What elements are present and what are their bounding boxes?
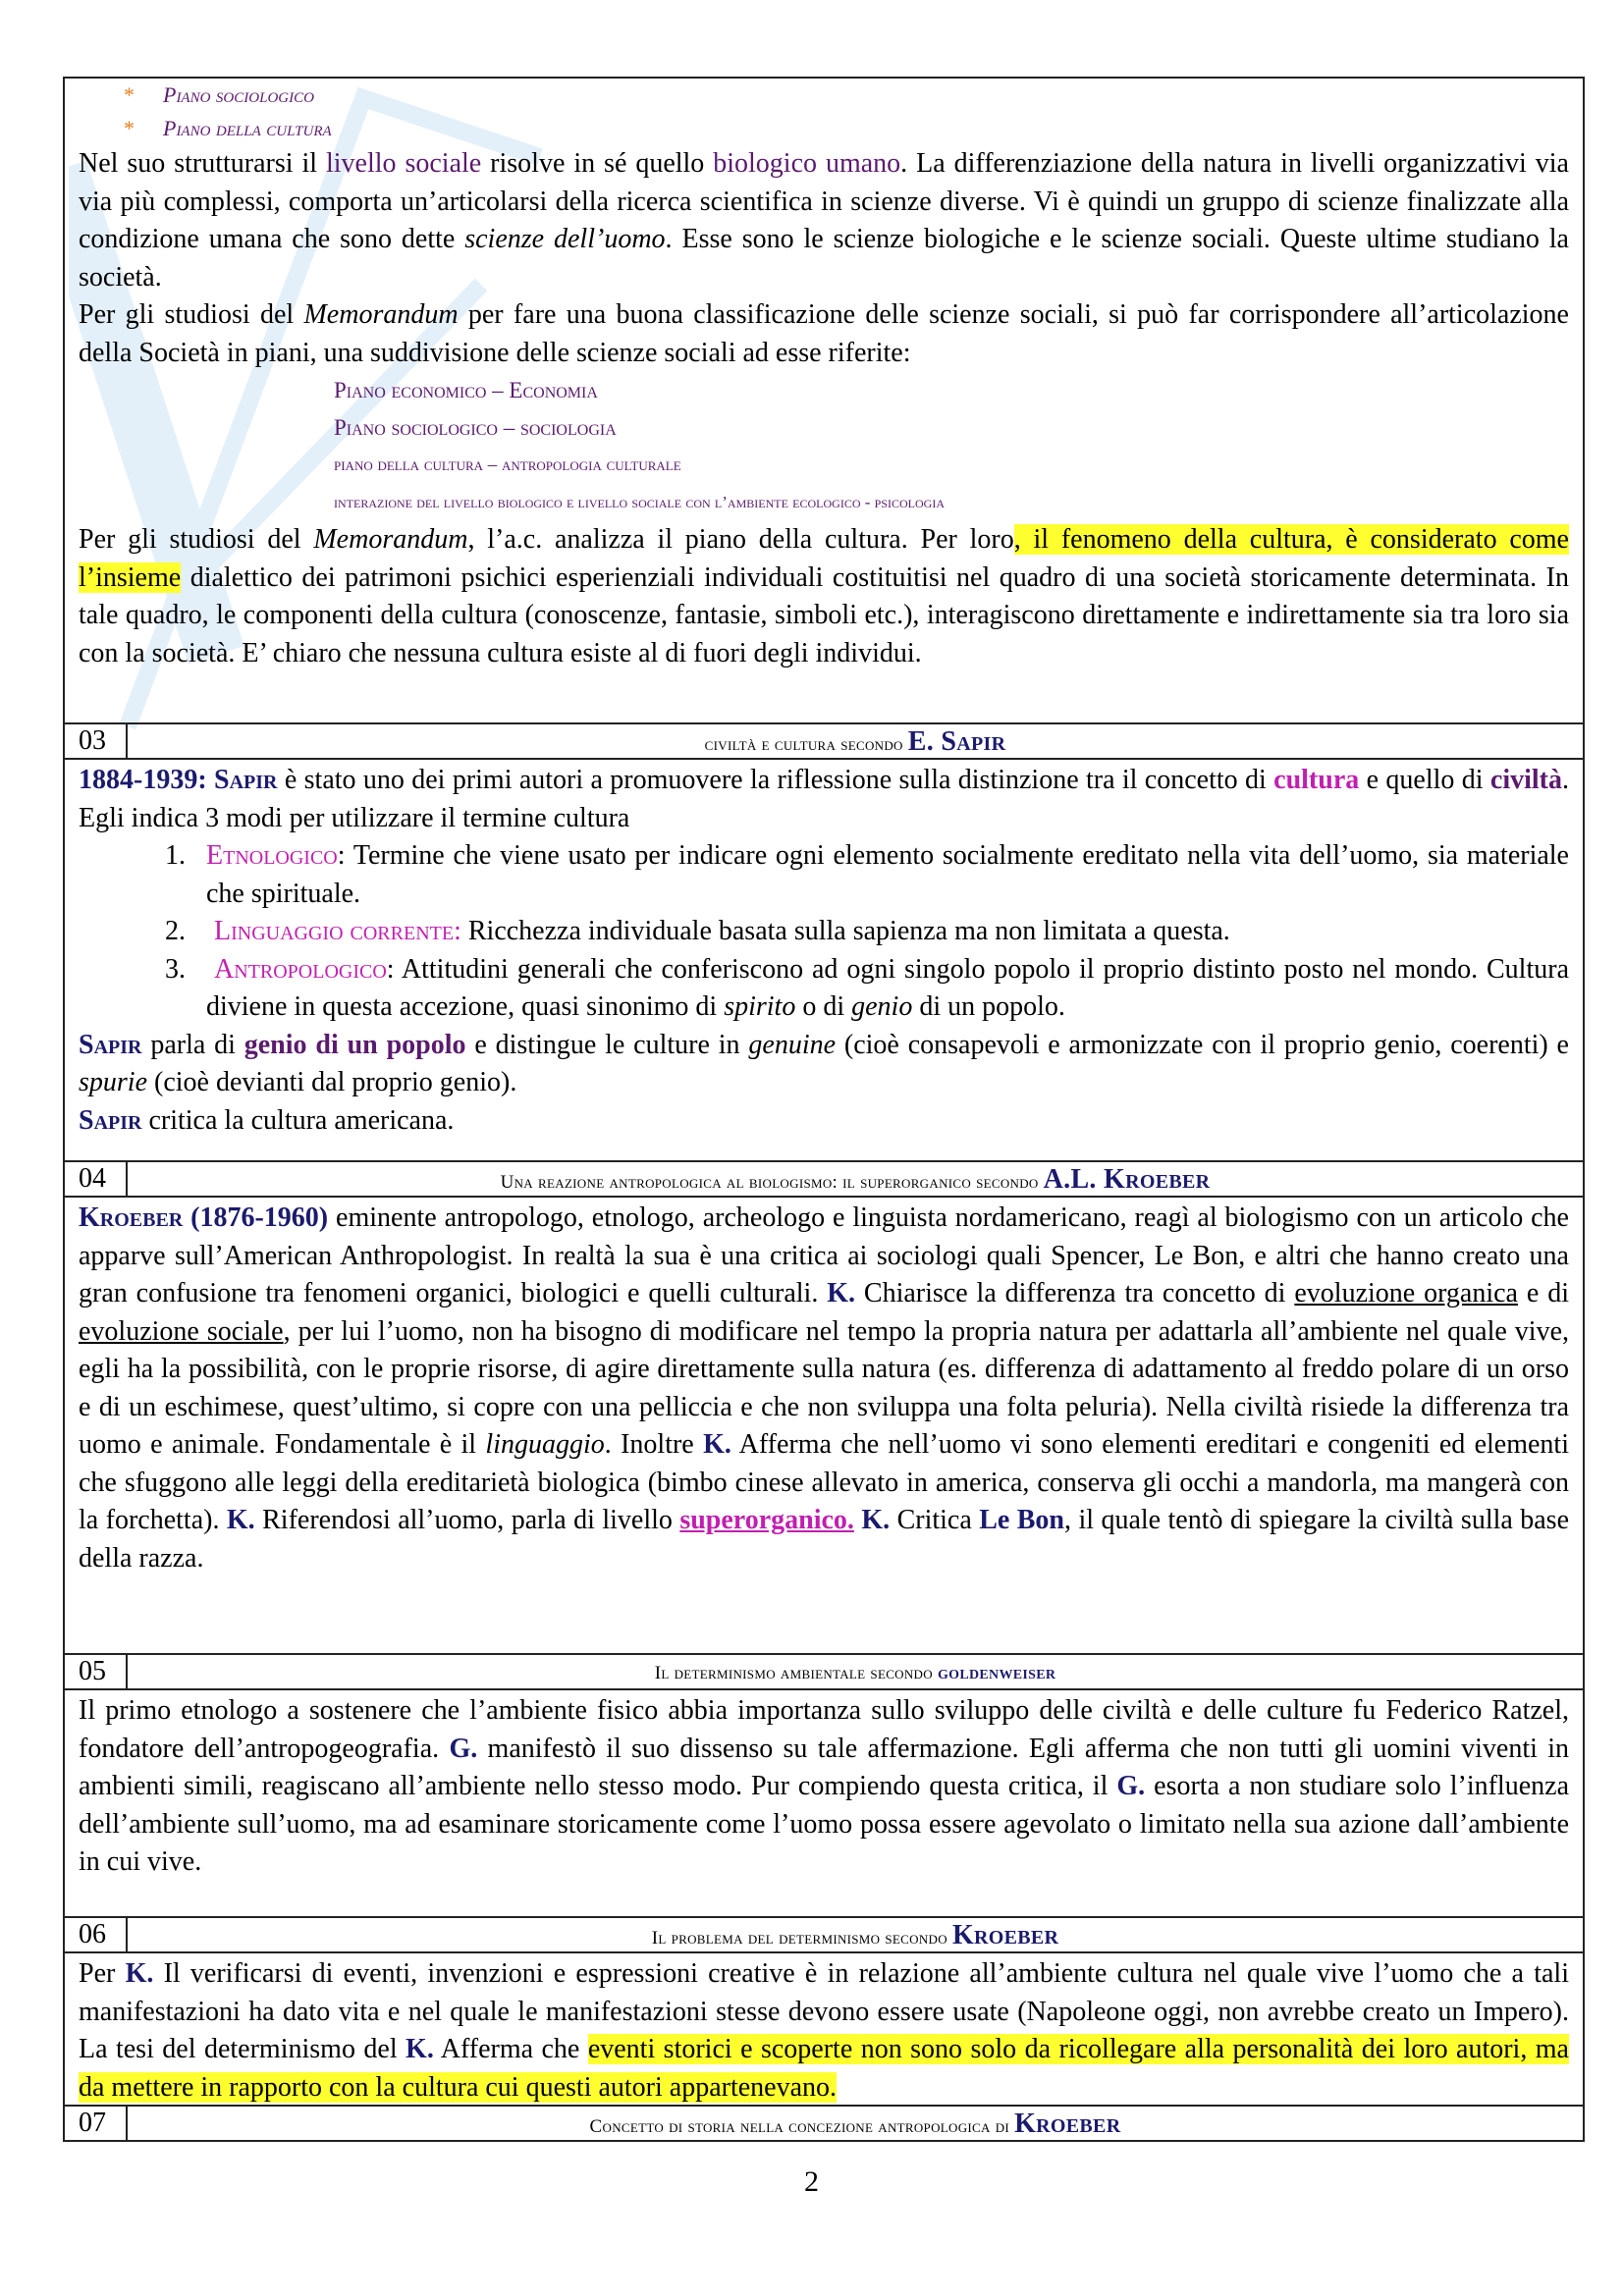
classification-item: piano della cultura – antropologia culturale bbox=[334, 454, 681, 475]
section-body-06 bbox=[65, 1953, 1583, 2107]
list-item: 2. Linguaggio corrente: Ricchezza individuale basata sulla sapienza ma non limitata a questa. bbox=[165, 916, 1230, 946]
content-table bbox=[63, 77, 1585, 2142]
sapir-paragraph-3: Sapir critica la cultura americana. bbox=[79, 1104, 455, 1136]
section-title: Una reazione antropologica al biologismo: il superorganico secondo A.L. Kroeber bbox=[500, 1164, 1211, 1195]
classification-item: Piano sociologico – sociologia bbox=[334, 415, 617, 440]
section-body-05 bbox=[65, 1690, 1583, 1918]
bullet-item: Piano della cultura bbox=[163, 116, 332, 140]
section-number: 05 bbox=[65, 1655, 128, 1688]
bullet-item: Piano sociologico bbox=[163, 82, 314, 107]
kroeber-paragraph: Kroeber (1876-1960) eminente antropologo, etnologo, archeologo e linguista nordamericano, reagì al biologismo con un articolo che apparve sull’American Anthropologist. In realtà la sua è una critica ai sociologi quali Spencer, Le Bon, e altri che hanno creato una gran confusione tra fenomeni organici, biologici e quelli culturali. K. Chiarisce la differenza tra concetto di evoluzione organica e di evoluzione sociale, per lui l’uomo, non ha bisogno di modificare nel tempo la propria natura per adattarla all’ambiente nel quale vive, egli ha la possibilità, con le proprie risorse, di agire direttamente sulla natura (es. differenza di adattamento al freddo polare di un orso e di un eschimese, quest’ultimo, si copre con una pelliccia e che non sviluppa una folta peluria). Nella civiltà risiede la differenza tra uomo e animale. Fondamentale è il linguaggio. Inoltre K. Afferma che nell’uomo vi sono elementi ereditari e congeniti ed elementi che sfuggono alle leggi della ereditarietà biologica (bimbo cinese allevato in america, conserva gli occhi a mandorla, ma mangerà con la forchetta). K. Riferendosi all’uomo, parla di livello superorganico. K. Critica Le Bon, il quale tentò di spiegare la civiltà sulla base della razza. bbox=[79, 1202, 1569, 1574]
section-number: 07 bbox=[65, 2107, 128, 2140]
bullet-line bbox=[79, 112, 1569, 145]
sapir-paragraph-1: 1884-1939: Sapir è stato uno dei primi autori a promuovere la riflessione sulla distinzione tra il concetto di cultura e quello di civiltà. Egli indica 3 modi per utilizzare il termine cultura bbox=[79, 765, 1569, 833]
asterisk-bullet-icon: * bbox=[124, 82, 135, 107]
section-header-06 bbox=[65, 1916, 1583, 1953]
intro-paragraph-1: Nel suo strutturarsi il livello sociale risolve in sé quello biologico umano. La differenziazione della natura in livelli organizzativi via via più complessi, comporta un’articolarsi della ricerca scientifica in scienze diverse. Vi è quindi un gruppo di scienze finalizzate alla condizione umana che sono dette scienze dell’uomo. Esse sono le scienze biologiche e le scienze sociali. Queste ultime studiano la società. bbox=[79, 148, 1569, 293]
intro-paragraph-3: Per gli studiosi del Memorandum, l’a.c. analizza il piano della cultura. Per loro, il fenomeno della cultura, è considerato come l’insieme dialettico dei patrimoni psichici esperienziali individuali costituitisi nel quadro di una società storicamente determinata. In tale quadro, le componenti della cultura (conoscenze, fantasie, simboli etc.), interagiscono direttamente e indirettamente sia tra loro sia con la società. E’ chiaro che nessuna cultura esiste al di fuori degli individui. bbox=[79, 524, 1569, 668]
section-body-04 bbox=[65, 1198, 1583, 1653]
sapir-paragraph-2: Sapir parla di genio di un popolo e distingue le culture in genuine (cioè consapevoli e armonizzate con il proprio genio, coerenti) e spurie (cioè devianti dal proprio genio). bbox=[79, 1029, 1569, 1097]
goldenweiser-paragraph: Il primo etnologo a sostenere che l’ambiente fisico abbia importanza sullo sviluppo delle civiltà e delle culture fu Federico Ratzel, fondatore dell’antropogeografia. G. manifestò il suo dissenso su tale affermazione. Egli afferma che non tutti gli uomini viventi in ambienti simili, reagiscano all’ambiente nello stesso modo. Pur compiendo questa critica, il G. esorta a non studiare solo l’influenza dell’ambiente sull’uomo, ma ad esaminare storicamente come l’uomo possa essere agevolato o limitato nella sua azione dall’ambiente in cui vive. bbox=[79, 1695, 1569, 1877]
list-item: 3. Antropologico: Attitudini generali che conferiscono ad ogni singolo popolo il proprio distinto posto nel mondo. Cultura diviene in questa accezione, quasi sinonimo di spirito o di genio di un popolo. bbox=[165, 953, 1569, 1022]
section-number: 06 bbox=[65, 1918, 128, 1951]
section-title: Il determinismo ambientale secondo goldenweiser bbox=[654, 1662, 1056, 1683]
section-title: Il problema del determinismo secondo Kroeber bbox=[651, 1920, 1059, 1950]
bullet-line bbox=[79, 79, 1569, 112]
culture-modes-list bbox=[79, 837, 1569, 1027]
section-header-05 bbox=[65, 1653, 1583, 1690]
section-title: Concetto di storia nella concezione antropologica di Kroeber bbox=[589, 2109, 1121, 2139]
determinism-paragraph: Per K. Il verificarsi di eventi, invenzioni e espressioni creative è in relazione all’ambiente cultura nel quale vive l’uomo che a tali manifestazioni ha dato vita e nel quale le manifestazioni stesse devono essere usate (Napoleone oggi, non avrebbe creato un Impero). La tesi del determinismo del K. Afferma che eventi storici e scoperte non sono solo da ricollegare alla personalità dei loro autori, ma da mettere in rapporto con la cultura cui questi autori appartenevano. bbox=[79, 1958, 1569, 2103]
section-title: civiltà e cultura secondo E. Sapir bbox=[704, 726, 1006, 757]
list-item: 1. Etnologico: Termine che viene usato per indicare ogni elemento socialmente ereditato nella vita dell’uomo, sia materiale che spirituale. bbox=[165, 840, 1569, 909]
section-body-03 bbox=[65, 760, 1583, 1160]
classification-item: Piano economico – Economia bbox=[334, 378, 598, 402]
section-header-03 bbox=[65, 722, 1583, 760]
section-header-07 bbox=[65, 2105, 1583, 2142]
page-number: 2 bbox=[804, 2165, 819, 2198]
section-number: 03 bbox=[65, 724, 128, 758]
section-header-04 bbox=[65, 1160, 1583, 1198]
section-number: 04 bbox=[65, 1162, 128, 1196]
classification-item: interazione del livello biologico e livello sociale con l’ambiente ecologico - psicologia bbox=[334, 493, 945, 511]
intro-section bbox=[65, 79, 1583, 726]
intro-paragraph-2: Per gli studiosi del Memorandum per fare una buona classificazione delle scienze sociali, si può far corrispondere all’articolazione della Società in piani, una suddivisione delle scienze sociali ad esse riferite: bbox=[79, 299, 1569, 368]
asterisk-bullet-icon: * bbox=[124, 116, 135, 140]
